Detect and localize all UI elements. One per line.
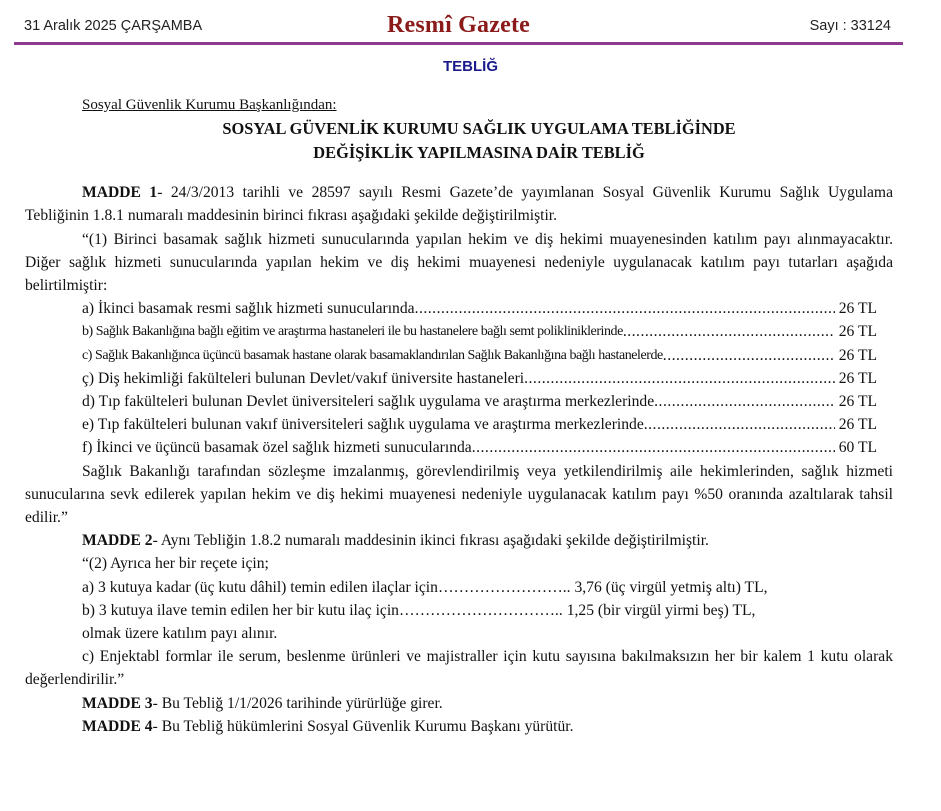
article-4-text: - Bu Tebliğ hükümlerini Sosyal Güvenlik Kurumu Başkanı yürütür. [152, 717, 574, 735]
leader-dots [623, 320, 835, 343]
prescription-fee-label: b) 3 kutuya ilave temin edilen her bir kutu ilaç için [82, 601, 399, 619]
gazette-header [14, 0, 903, 44]
document-title [25, 117, 893, 165]
fee-item-label: ç) Diş hekimliği fakülteleri bulunan Devlet/vakıf üniversite hastaneleri [82, 369, 525, 387]
fee-item-amount: 26 TL [838, 300, 877, 318]
fee-item [25, 436, 893, 459]
fee-item-amount: 26 TL [838, 392, 877, 410]
section-label: TEBLİĞ [443, 58, 498, 75]
article-4 [25, 715, 893, 738]
fee-item-amount: 26 TL [838, 323, 877, 341]
fee-item [25, 320, 893, 343]
article-1-paragraph-2: Sağlık Bakanlığı tarafından sözleşme imzalanmış, görevlendirilmiş veya yetkilendirilmiş aile hekimlerinden, sağlık hizmeti sunucularına sevk edilerek yapılan hekim ve diş hekimi muayenesi nedeniyle uygulanacak katılım payı %50 oranında azaltılarak tahsil edilir.” [25, 462, 893, 526]
fee-item-amount: 26 TL [838, 346, 877, 364]
issue-date: 31 Aralık 2025 ÇARŞAMBA [24, 18, 203, 34]
article-2-paragraph-c: c) Enjektabl formlar ile serum, beslenme ürünleri ve majistraller için kutu sayısına bakılmaksızın her bir kalem 1 kutu olarak değerlendirilir.” [25, 648, 893, 689]
article-1 [25, 181, 893, 227]
prescription-fee-amount: 1,25 (bir virgül yirmi beş) TL, [566, 601, 756, 619]
fee-item [25, 367, 893, 390]
fee-item [25, 413, 893, 436]
leader-dots [415, 297, 835, 320]
article-1-paragraph-1: “(1) Birinci basamak sağlık hizmeti sunucularında yapılan hekim ve diş hekimi muayenesinden katılım payı alınmayacaktır. Diğer sağlık hizmeti sunucularında yapılan hekim ve diş hekimi muayenesi nedeniyle uygulanacak katılım payı tutarları aşağıda belirtilmiştir: [25, 230, 893, 295]
leader-dots [524, 367, 835, 390]
fee-item-label: e) Tıp fakülteleri bulunan vakıf üniversiteleri sağlık uygulama ve araştırma merkezlerinde [82, 416, 644, 434]
prescription-fee-a [25, 576, 893, 599]
issue-number: Sayı : 33124 [809, 18, 891, 34]
fee-item-amount: 26 TL [838, 416, 877, 434]
article-1-heading: MADDE 1 [82, 184, 158, 202]
header-divider [14, 42, 903, 45]
article-2-heading: MADDE 2 [82, 532, 153, 550]
leader-dots [472, 436, 835, 459]
article-2-closing: olmak üzere katılım payı alınır. [82, 624, 278, 642]
document-body [25, 94, 893, 738]
leader-dots [644, 413, 835, 436]
leader-dots: …………………….. [437, 578, 571, 596]
fee-item [25, 297, 893, 320]
article-3-heading: MADDE 3 [82, 694, 153, 712]
document-title-line-1: SOSYAL GÜVENLİK KURUMU SAĞLIK UYGULAMA TEBLİĞİNDE [222, 119, 736, 139]
prescription-fee-amount: 3,76 (üç virgül yetmiş altı) TL, [574, 578, 768, 596]
article-3 [25, 692, 893, 715]
issuing-authority: Sosyal Güvenlik Kurumu Başkanlığından: [82, 97, 337, 113]
leader-dots [654, 390, 835, 413]
fee-item [25, 390, 893, 413]
gazette-title: Resmî Gazete [386, 12, 530, 38]
prescription-fee-label: a) 3 kutuya kadar (üç kutu dâhil) temin edilen ilaçlar için [82, 578, 438, 596]
article-1-text: - 24/3/2013 tarihli ve 28597 sayılı Resmi Gazete’de yayımlanan Sosyal Güvenlik Kurumu Sağlık Uygulama Tebliğinin 1.8.1 numaralı maddesinin birinci fıkrası aşağıdaki şekilde değiştirilmiştir. [25, 184, 893, 225]
fee-item-label: a) İkinci basamak resmi sağlık hizmeti sunucularında [82, 300, 415, 318]
prescription-fee-b [25, 599, 893, 622]
article-4-heading: MADDE 4 [82, 717, 153, 735]
fee-item-label: d) Tıp fakülteleri bulunan Devlet üniversiteleri sağlık uygulama ve araştırma merkezlerinde [82, 392, 655, 410]
fee-item-amount: 60 TL [838, 439, 877, 457]
document-title-line-2: DEĞİŞİKLİK YAPILMASINA DAİR TEBLİĞ [313, 143, 645, 163]
fee-item-label: b) Sağlık Bakanlığına bağlı eğitim ve araştırma hastaneleri ile bu hastanelere bağlı semt polikliniklerinde [82, 324, 623, 340]
article-3-text: - Bu Tebliğ 1/1/2026 tarihinde yürürlüğe girer. [152, 694, 443, 712]
fee-item [25, 344, 893, 367]
article-2 [25, 529, 893, 552]
article-2-text: - Aynı Tebliğin 1.8.2 numaralı maddesinin ikinci fıkrası aşağıdaki şekilde değiştirilmiştir. [152, 532, 709, 550]
leader-dots [663, 344, 835, 367]
article-2-intro: “(2) Ayrıca her bir reçete için; [82, 555, 269, 573]
fee-item-amount: 26 TL [838, 369, 877, 387]
fee-item-label: c) Sağlık Bakanlığınca üçüncü basamak hastane olarak basamaklandırılan Sağlık Bakanlığına bağlı hastanelerde [82, 347, 663, 363]
fee-item-label: f) İkinci ve üçüncü basamak özel sağlık hizmeti sunucularında [82, 439, 472, 457]
leader-dots: ………………………….. [398, 601, 563, 619]
